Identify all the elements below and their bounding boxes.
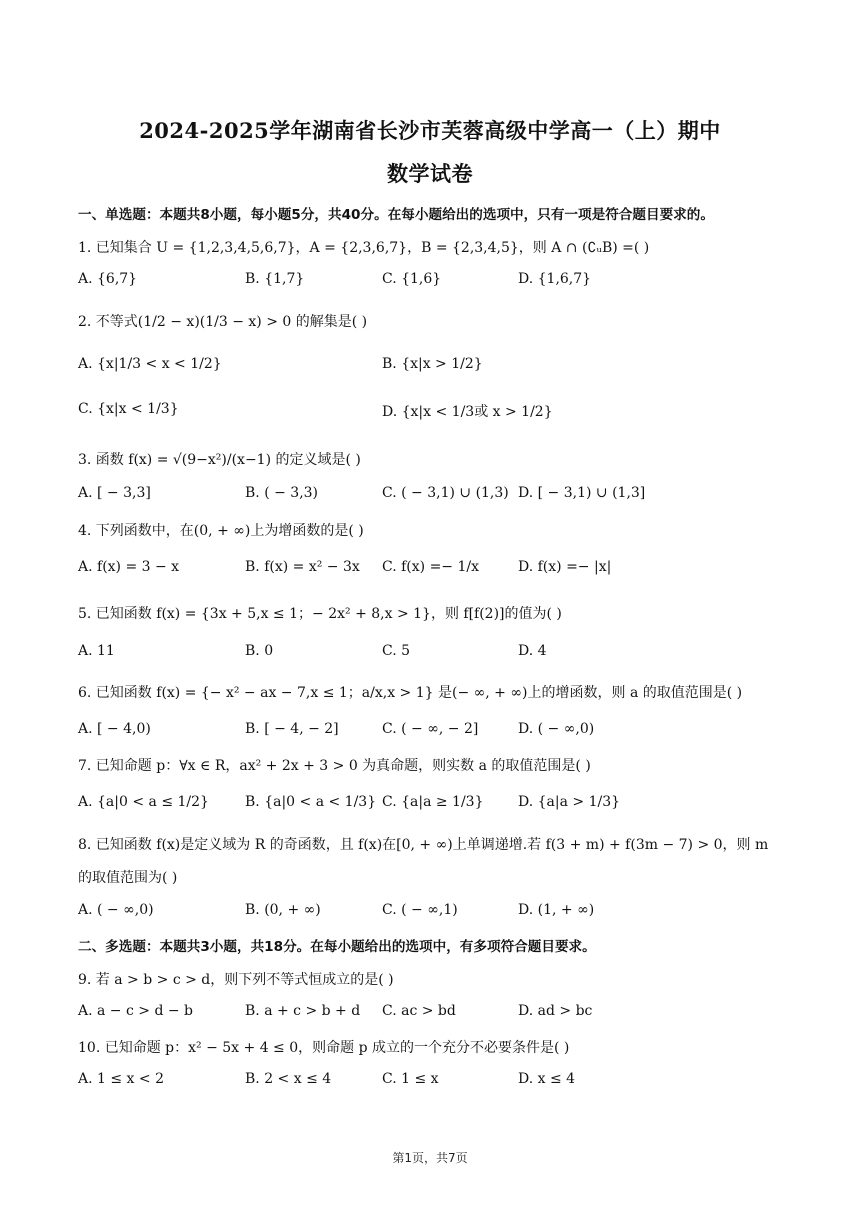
option-a: A. f(x) = 3 − x <box>78 559 180 575</box>
option-a: A. {6,7} <box>78 271 138 287</box>
option-a: A. 1 ≤ x < 2 <box>78 1071 164 1087</box>
option-d: D. {a|a > 1/3} <box>518 794 621 810</box>
exam-title: 2024-2025学年湖南省长沙市芙蓉高级中学高一（上）期中 <box>139 118 721 143</box>
option-c: C. f(x) =− 1/x <box>382 559 479 575</box>
question-stem: 5. 已知函数 f(x) = {3x + 5,x ≤ 1；− 2x² + 8,x > 1}，则 f[f(2)]的值为( ) <box>78 606 562 622</box>
question-stem-continued: 的取值范围为( ) <box>78 870 178 886</box>
option-d: D. ( − ∞,0) <box>518 721 595 737</box>
option-c: C. ( − ∞,1) <box>382 902 458 918</box>
option-a: A. 11 <box>78 643 115 659</box>
option-a: A. [ − 3,3] <box>78 485 151 501</box>
option-b: B. f(x) = x² − 3x <box>245 559 360 575</box>
option-c: C. ( − ∞, − 2] <box>382 721 479 737</box>
option-a: A. [ − 4,0) <box>78 721 151 737</box>
exam-subtitle: 数学试卷 <box>387 161 473 186</box>
option-d: D. {x|x < 1/3或 x > 1/2} <box>382 404 553 420</box>
option-b: B. [ − 4, − 2] <box>245 721 339 737</box>
option-c: C. {a|a ≥ 1/3} <box>382 794 484 810</box>
page-number: 第1页，共7页 <box>392 1151 468 1165</box>
option-a: A. {x|1/3 < x < 1/2} <box>78 356 222 372</box>
option-b: B. 2 < x ≤ 4 <box>245 1071 332 1087</box>
option-b: B. (0, + ∞) <box>245 902 321 918</box>
question-stem: 10. 已知命题 p：x² − 5x + 4 ≤ 0，则命题 p 成立的一个充分不必要条件是( ) <box>78 1040 570 1056</box>
option-d: D. (1, + ∞) <box>518 902 595 918</box>
option-c: C. 1 ≤ x <box>382 1071 439 1087</box>
option-b: B. ( − 3,3) <box>245 485 319 501</box>
option-b: B. {x|x > 1/2} <box>382 356 483 372</box>
section-heading-multiple-choice: 二、多选题：本题共3小题，共18分。在每小题给出的选项中，有多项符合题目要求。 <box>78 939 596 955</box>
option-d: D. x ≤ 4 <box>518 1071 576 1087</box>
option-d: D. f(x) =− |x| <box>518 559 612 575</box>
question-stem: 2. 不等式(1/2 − x)(1/3 − x) > 0 的解集是( ) <box>78 314 368 330</box>
option-c: C. {1,6} <box>382 271 442 287</box>
option-a: A. a − c > d − b <box>78 1003 194 1019</box>
question-stem: 9. 若 a > b > c > d，则下列不等式恒成立的是( ) <box>78 972 394 988</box>
option-b: B. 0 <box>245 643 274 659</box>
option-b: B. {1,7} <box>245 271 305 287</box>
question-stem: 1. 已知集合 U = {1,2,3,4,5,6,7}，A = {2,3,6,7}，B = {2,3,4,5}，则 A ∩ (∁ᵤB) =( ) <box>78 240 650 256</box>
option-a: A. ( − ∞,0) <box>78 902 154 918</box>
question-stem: 3. 函数 f(x) = √(9−x²)/(x−1) 的定义域是( ) <box>78 452 361 468</box>
question-stem: 4. 下列函数中，在(0, + ∞)上为增函数的是( ) <box>78 523 364 539</box>
option-c: C. ac > bd <box>382 1003 456 1019</box>
option-c: C. ( − 3,1) ∪ (1,3) <box>382 485 509 501</box>
option-d: D. {1,6,7} <box>518 271 592 287</box>
option-d: D. [ − 3,1) ∪ (1,3] <box>518 485 646 501</box>
option-c: C. {x|x < 1/3} <box>78 401 179 417</box>
option-b: B. a + c > b + d <box>245 1003 361 1019</box>
section-heading-single-choice: 一、单选题：本题共8小题，每小题5分，共40分。在每小题给出的选项中，只有一项是符合题目要求的。 <box>78 207 714 223</box>
question-stem: 7. 已知命题 p：∀x ∈ R，ax² + 2x + 3 > 0 为真命题，则实数 a 的取值范围是( ) <box>78 758 591 774</box>
question-stem: 6. 已知函数 f(x) = {− x² − ax − 7,x ≤ 1；a/x,x > 1} 是(− ∞, + ∞)上的增函数，则 a 的取值范围是( ) <box>78 685 743 701</box>
option-a: A. {a|0 < a ≤ 1/2} <box>78 794 209 810</box>
option-d: D. ad > bc <box>518 1003 593 1019</box>
option-c: C. 5 <box>382 643 411 659</box>
option-b: B. {a|0 < a < 1/3} <box>245 794 377 810</box>
option-d: D. 4 <box>518 643 547 659</box>
question-stem: 8. 已知函数 f(x)是定义域为 R 的奇函数，且 f(x)在[0, + ∞)上单调递增.若 f(3 + m) + f(3m − 7) > 0，则 m <box>78 837 769 853</box>
